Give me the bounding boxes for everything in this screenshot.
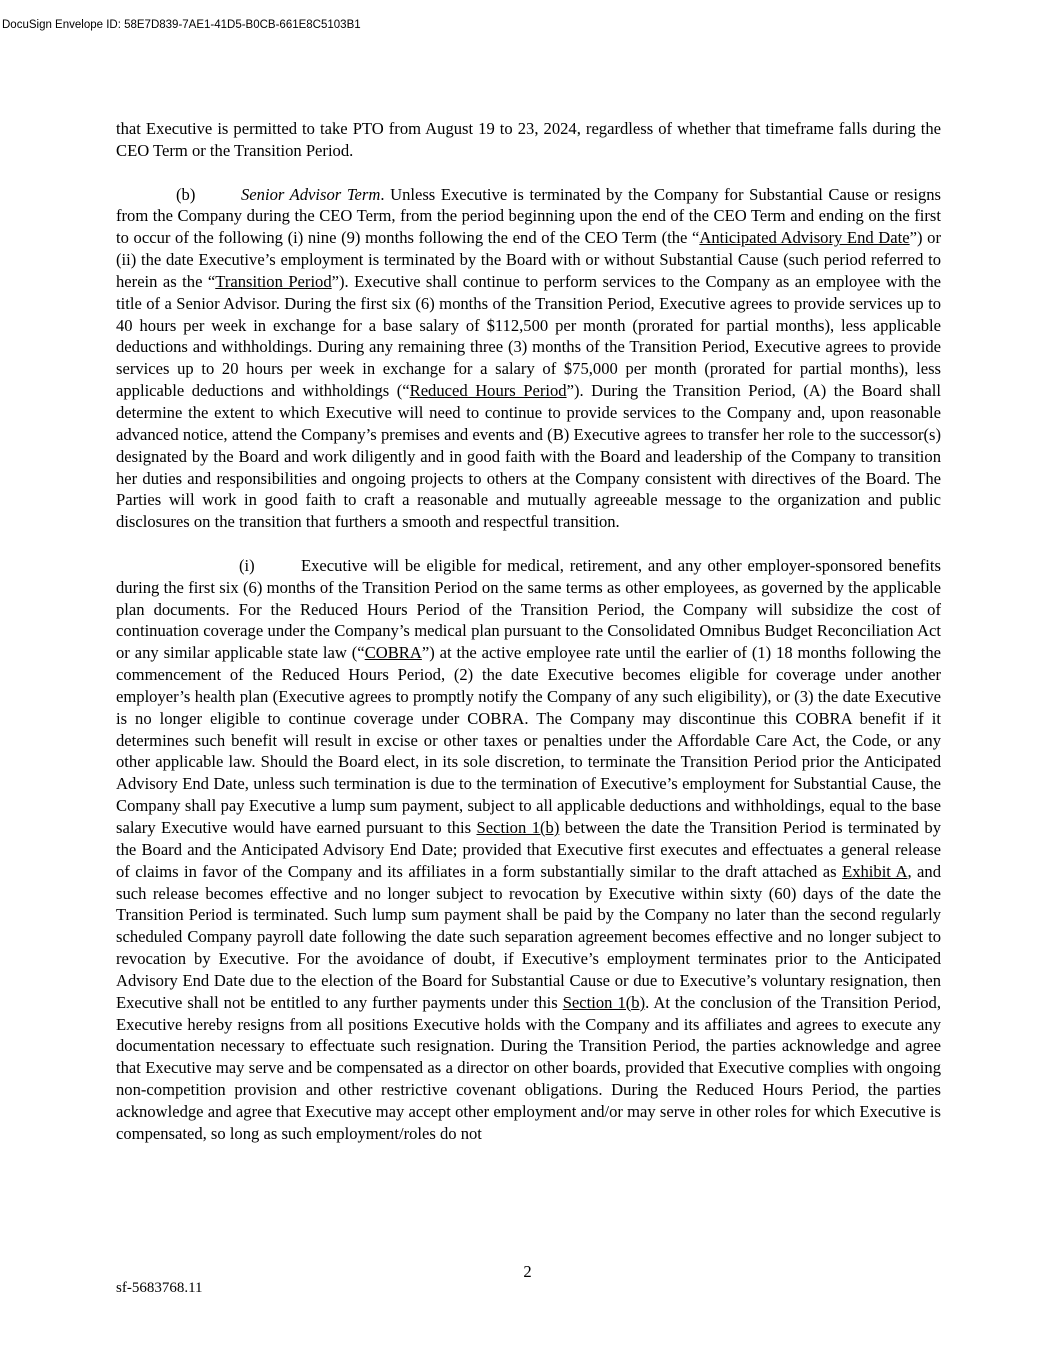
text-run: . At the conclusion of the Transition Period, Executive hereby resigns from all positions Executive holds with the Company and its affiliates and agrees to execute any documentation necessary to effectuate such resignation. During the Transition Period, the parties acknowledge and agree that Executive may serve and be compensated as a director on other boards, provided that Executive complies with ongoing non-competition provision and other restrictive covenant obligations. During the Reduced Hours Period, the parties acknowledge and agree that Executive may accept other employment and/or may serve in other roles for which Executive is compensated, so long as such employment/roles do not [116, 992, 941, 1143]
text-run: , and such release becomes effective and no longer subject to revocation by Executive within sixty (60) days of the date the Transition Period is terminated. Such lump sum payment shall be paid by the Company no later than the second regularly scheduled Company payroll date following the date such separation agreement becomes effective and no longer subject to revocation by Executive. For the avoidance of doubt, if Executive’s employment terminates prior to the Anticipated Advisory End Date due to the election of the Board for Substantial Cause or due to Executive’s voluntary resignation, then Executive shall not be entitled to any further payments under this [116, 861, 941, 1012]
paragraph-pto: that Executive is permitted to take PTO from August 19 to 23, 2024, regardless of whether that timeframe falls during the CEO Term or the Transition Period. [116, 119, 941, 160]
defined-term-transition-period: Transition Period [215, 271, 332, 291]
text-run: ”) at the active employee rate until the earlier of (1) 18 months following the commencement of the Reduced Hours Period, (2) the date Executive becomes eligible for coverage under another employer’s health plan (Executive agrees to promptly notify the Company of any such eligibility), or (3) the date Executive is no longer eligible to continue coverage under COBRA. The Company may discontinue this COBRA benefit if it determines such benefit will result in excise or other taxes or penalties under the Affordable Care Act, the Code, or any other applicable law. Should the Board elect, in its sole discretion, to terminate the Transition Period prior the Anticipated Advisory End Date, unless such termination is due to the termination of Executive’s employment for Substantial Cause, the Company shall pay Executive a lump sum payment, subject to all applicable deductions and withholdings, equal to the base salary Executive would have earned pursuant to this [116, 643, 941, 837]
defined-term-anticipated-advisory-end-date: Anticipated Advisory End Date [699, 228, 910, 248]
reference-exhibit-a: Exhibit A [842, 861, 908, 881]
paragraph-senior-advisor-term [116, 184, 941, 534]
document-id: sf-5683768.11 [116, 1280, 203, 1296]
section-title-senior-advisor: Senior Advisor Term [241, 184, 381, 204]
docusign-envelope-id: DocuSign Envelope ID: 58E7D839-7AE1-41D5-B0CB-661E8C5103B1 [2, 19, 361, 31]
text-run: ”) or (ii) the date Executive’s employment is terminated by the Board with or without Substantial Cause (such period referred to herein as the “ [116, 228, 941, 291]
paragraph-benefits [116, 555, 941, 1145]
text-run: . Unless Executive is terminated by the Company for Substantial Cause or resigns from the Company during the CEO Term, from the period beginning upon the end of the CEO Term and ending on the first to occur of the following (i) nine (9) months following the end of the CEO Term (the “ [116, 184, 942, 248]
text-run: ”). Executive shall continue to perform services to the Company as an employee with the title of a Senior Advisor. During the first six (6) months of the Transition Period, Executive agrees to provide services up to 40 hours per week in exchange for a base salary of $112,500 per month (prorated for partial months), less applicable deductions and withholdings. During any remaining three (3) months of the Transition Period, Executive agrees to provide services up to 20 hours per week in exchange for a salary of $75,000 per month (prorated for partial months), less applicable deductions and withholdings (“ [116, 271, 941, 401]
section-label-i: (i) [239, 555, 255, 575]
defined-term-cobra: COBRA [364, 643, 422, 663]
reference-section-1b: Section 1(b) [562, 992, 646, 1012]
document-body [116, 118, 941, 1145]
reference-section-1b: Section 1(b) [476, 818, 560, 837]
page-number: 2 [523, 1262, 532, 1281]
section-label-b: (b) [176, 184, 196, 204]
defined-term-reduced-hours-period: Reduced Hours Period [409, 381, 567, 401]
text-run: Executive will be eligible for medical, retirement, and any other employer-sponsored benefits during the first six (6) months of the Transition Period on the same terms as other employees, as governed by the applicable plan documents. For the Reduced Hours Period of the Transition Period, the Company will subsidize the cost of continuation coverage under the Company’s medical plan pursuant to the Consolidated Omnibus Budget Reconciliation Act or any similar applicable state law (“ [116, 555, 941, 663]
text-run: between the date the Transition Period is terminated by the Board and the Anticipated Advisory End Date; provided that Executive first executes and effectuates a general release of claims in favor of the Company and its affiliates in a form substantially similar to the draft attached as [116, 818, 941, 881]
text-run: ”). During the Transition Period, (A) the Board shall determine the extent to which Executive will need to continue to provide services to the Company and, upon reasonable advanced notice, attend the Company’s premises and events and (B) Executive agrees to transfer her role to the successor(s) designated by the Board and work diligently and in good faith with the Board and leadership of the Company to transition her duties and responsibilities and ongoing projects to others at the Company consistent with directives of the Board. The Parties will work in good faith to craft a reasonable and mutually agreeable message to the organization and public disclosures on the transition that furthers a smooth and respectful transition. [116, 381, 941, 532]
